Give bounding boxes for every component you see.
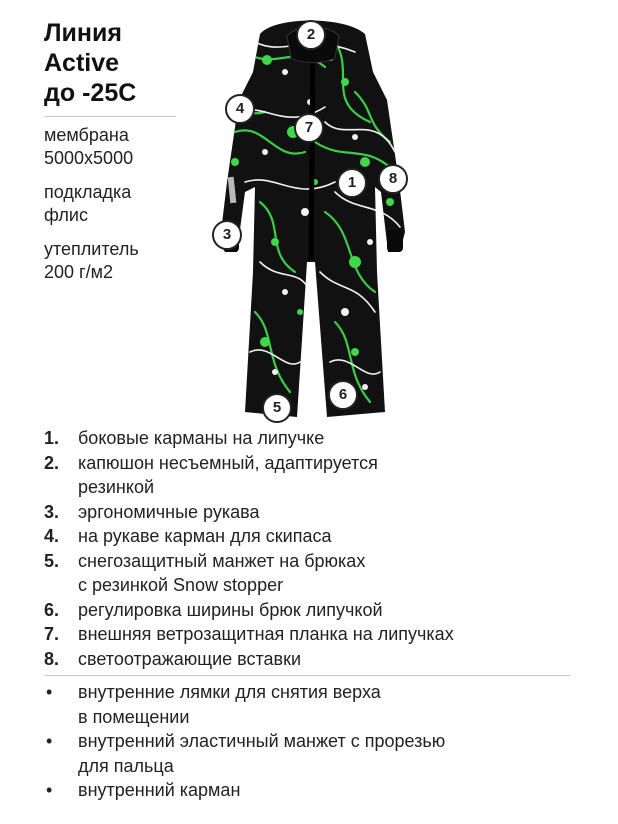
- spec-insulation-label: утеплитель: [44, 239, 139, 259]
- extras-list: [44, 680, 604, 803]
- title-line-3: до -25С: [44, 79, 137, 107]
- marker-hood: 2: [296, 20, 326, 50]
- feature-text: снегозащитный манжет на брюках с резинкой Snow stopper: [78, 550, 366, 595]
- feature-number: 8.: [44, 648, 60, 669]
- marker-reflective: 8: [378, 164, 408, 194]
- feature-item: [44, 500, 604, 525]
- extra-item: [44, 680, 604, 729]
- feature-item: [44, 426, 604, 451]
- spec-membrane-label: мембрана: [44, 125, 129, 145]
- bullet-icon: •: [46, 780, 53, 800]
- feature-number: 2.: [44, 452, 60, 473]
- right-cuff: [387, 230, 403, 252]
- feature-item: [44, 598, 604, 623]
- feature-text: боковые карманы на липучке: [78, 428, 325, 448]
- list-divider: [44, 675, 570, 676]
- spec-lining: [44, 181, 131, 227]
- extra-item: [44, 778, 604, 803]
- spec-lining-label: подкладка: [44, 182, 132, 202]
- front-placket: [311, 42, 313, 260]
- feature-number: 1.: [44, 428, 60, 448]
- feature-text: внешняя ветрозащитная планка на липучках: [78, 624, 454, 644]
- feature-number: 7.: [44, 624, 60, 644]
- spec-membrane-value: 5000x5000: [44, 148, 134, 168]
- extra-text: внутренние лямки для снятия верха в помещении: [78, 682, 381, 727]
- title-line-2: Active: [44, 49, 120, 77]
- feature-text: светоотражающие вставки: [78, 648, 302, 669]
- feature-item: [44, 622, 604, 647]
- feature-item: [44, 451, 604, 500]
- feature-text: регулировка ширины брюк липучкой: [78, 599, 383, 620]
- marker-side-pocket: 1: [337, 168, 367, 198]
- spec-insulation: [44, 238, 139, 284]
- feature-item: [44, 647, 604, 672]
- ski-suit-image: [205, 12, 420, 422]
- feature-item: [44, 549, 604, 598]
- bullet-icon: •: [46, 731, 53, 751]
- marker-width-adjust: 6: [328, 380, 358, 410]
- spec-lining-value: флис: [44, 205, 88, 225]
- marker-snow-cuff: 5: [262, 393, 292, 423]
- feature-text: эргономичные рукава: [78, 501, 260, 522]
- feature-item: [44, 524, 604, 549]
- feature-text: капюшон несъемный, адаптируется резинкой: [78, 452, 378, 497]
- feature-list: [44, 426, 604, 671]
- extra-item: [44, 729, 604, 778]
- spec-insulation-value: 200 г/м2: [44, 262, 113, 282]
- extra-text: внутренний карман: [78, 780, 241, 800]
- feature-number: 3.: [44, 501, 60, 522]
- feature-number: 4.: [44, 526, 60, 546]
- title-divider: [44, 116, 176, 117]
- feature-text: на рукаве карман для скипаса: [78, 526, 332, 546]
- feature-number: 5.: [44, 550, 60, 571]
- marker-placket: 7: [294, 113, 324, 143]
- feature-number: 6.: [44, 599, 60, 620]
- marker-sleeve: 3: [212, 220, 242, 250]
- spec-membrane: [44, 124, 133, 170]
- product-title: [44, 18, 184, 108]
- extra-text: внутренний эластичный манжет с прорезью для пальца: [78, 731, 446, 776]
- marker-sleeve-pocket: 4: [225, 94, 255, 124]
- title-line-1: Линия: [44, 19, 122, 47]
- bullet-icon: •: [46, 682, 53, 702]
